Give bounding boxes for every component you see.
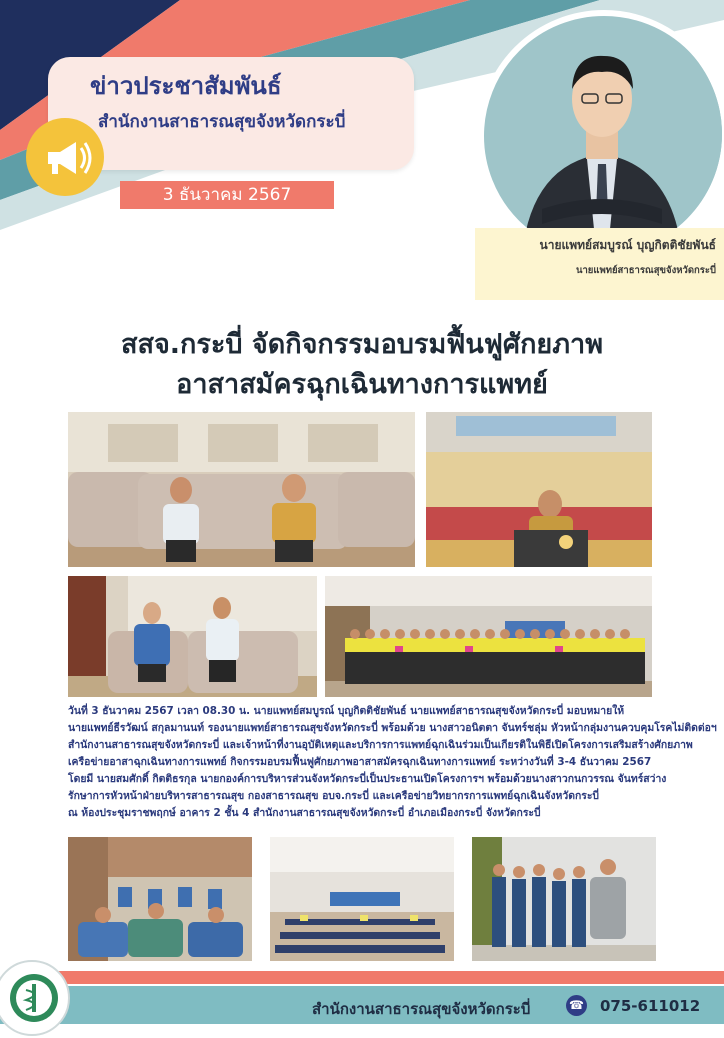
- body-line-1: วันที่ 3 ธันวาคม 2567 เวลา 08.30 น. นายแพทย์สมบูรณ์ บุญกิตติชัยพันธ์ นายแพทย์สาธารณสุขจังหวัดกระบี่ มอบหมายให้: [68, 705, 625, 717]
- official-position: นายแพทย์สาธารณสุขจังหวัดกระบี่: [575, 265, 716, 276]
- footer-phone[interactable]: 075-611012: [600, 997, 701, 1015]
- header-subtitle: สำนักงานสาธารณสุขจังหวัดกระบี่: [98, 112, 346, 132]
- photo-emergency-team: [472, 837, 656, 961]
- photo-group: [325, 576, 652, 697]
- photo-training-hall: [270, 837, 454, 961]
- body-line-4: เครือข่ายอาสาฉุกเฉินทางการแพทย์ กิจกรรมอบรมฟื้นฟูศักยภาพอาสาสมัครฉุกเฉินทางการแพทย์ ระหว่างวันที่ 3-4 ธันวาคม 2567: [68, 756, 652, 768]
- date-badge: 3 ธันวาคม 2567: [120, 181, 334, 209]
- header-title: ข่าวประชาสัมพันธ์: [90, 72, 282, 100]
- phone-icon: ☎: [566, 995, 587, 1016]
- body-line-3: สำนักงานสาธารณสุขจังหวัดกระบี่ และเจ้าหน้าที่งานอุบัติเหตุและบริการการแพทย์ฉุกเฉินร่วมเป็นเกียรติในพิธีเปิดโครงการเสริมสร้างศักยภาพ: [68, 739, 693, 751]
- body-line-6: รักษาการหัวหน้าฝ่ายบริหารสาธารณสุข กองสาธารณสุข อบจ.กระบี่ และเครือข่ายวิทยากรการแพทย์ฉุกเฉินจังหวัดกระบี่: [68, 790, 600, 802]
- photo-guests-seated: [68, 576, 317, 697]
- body-line-7: ณ ห้องประชุมราชพฤกษ์ อาคาร 2 ชั้น 4 สำนักงานสาธารณสุขจังหวัดกระบี่ อำเภอเมืองกระบี่ จังหวัดกระบี่: [68, 807, 541, 819]
- photo-officials-seated: [68, 412, 415, 567]
- megaphone-icon: [26, 118, 104, 196]
- official-name: นายแพทย์สมบูรณ์ บุญกิตติชัยพันธ์: [539, 238, 716, 252]
- portrait-frame: [478, 10, 724, 262]
- footer-organization: สำนักงานสาธารณสุขจังหวัดกระบี่: [312, 1000, 531, 1018]
- photo-training-participants: [68, 837, 252, 961]
- headline-line-2: อาสาสมัครฉุกเฉินทางการแพทย์: [176, 369, 548, 400]
- footer-accent-strip: [50, 971, 724, 984]
- body-line-2: นายแพทย์ธีรวัฒน์ สกุลมานนท์ รองนายแพทย์สาธารณสุขจังหวัดกระบี่ พร้อมด้วย นางสาวอนิตตา จันทร์ชลุ่ม หัวหน้ากลุ่มงานควบคุมโรคไม่ติดต่อฯ: [68, 722, 717, 734]
- headline-line-1: สสจ.กระบี่ จัดกิจกรรมอบรมฟื้นฟูศักยภาพ: [120, 329, 603, 360]
- photo-speaker-podium: [426, 412, 652, 567]
- body-line-5: โดยมี นายสมศักดิ์ กิตติธรกุล นายกองค์การบริหารส่วนจังหวัดกระบี่เป็นประธานเปิดโครงการฯ พร้อมด้วยนางสาวกนกวรรณ จันทร์สว่าง: [68, 773, 667, 785]
- ministry-of-public-health-logo: [0, 960, 70, 1036]
